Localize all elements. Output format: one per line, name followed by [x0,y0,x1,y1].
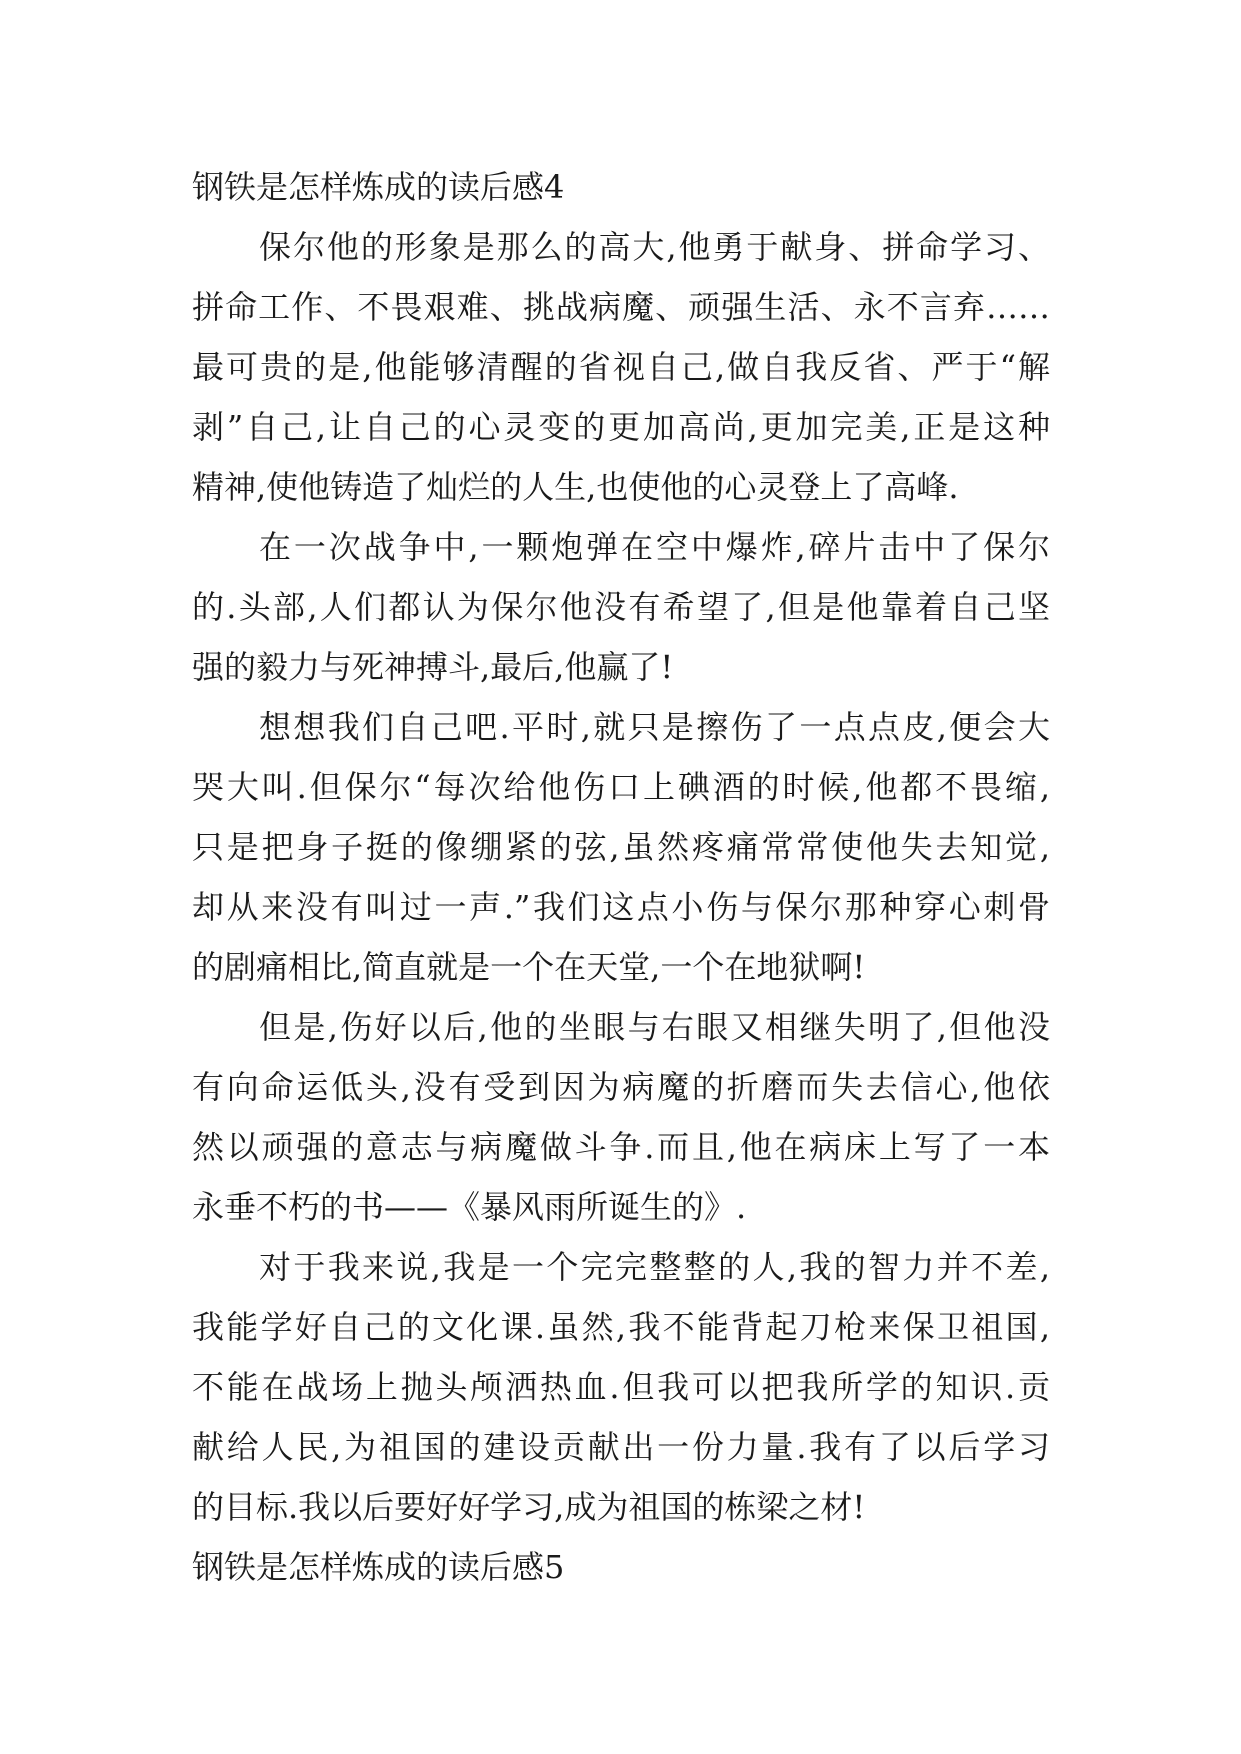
paragraph-line: 的目标.我以后要好好学习,成为祖国的栋梁之材! [192,1488,866,1526]
paragraph-line: 却从来没有叫过一声.”我们这点小伤与保尔那种穿心刺骨 [192,888,1050,926]
paragraph-line: 永垂不朽的书——《暴风雨所诞生的》. [192,1188,747,1226]
paragraph-line: 献给人民,为祖国的建设贡献出一份力量.我有了以后学习 [192,1428,1050,1466]
paragraph-line: 拼命工作、不畏艰难、挑战病魔、顽强生活、永不言弃…… [192,288,1050,326]
paragraph-line: 的.头部,人们都认为保尔他没有希望了,但是他靠着自己坚 [192,588,1050,626]
paragraph-line: 但是,伤好以后,他的坐眼与右眼又相继失明了,但他没 [259,1008,1050,1046]
paragraph-line: 保尔他的形象是那么的高大,他勇于献身、拼命学习、 [259,228,1050,266]
paragraph-line: 只是把身子挺的像绷紧的弦,虽然疼痛常常使他失去知觉, [192,828,1050,866]
paragraph-line: 我能学好自己的文化课.虽然,我不能背起刀枪来保卫祖国, [192,1308,1050,1346]
section-heading-4: 钢铁是怎样炼成的读后感4 [192,168,565,206]
paragraph-line: 然以顽强的意志与病魔做斗争.而且,他在病床上写了一本 [192,1128,1050,1166]
paragraph-line: 对于我来说,我是一个完完整整的人,我的智力并不差, [259,1248,1050,1286]
paragraph-line: 剥”自己,让自己的心灵变的更加高尚,更加完美,正是这种 [192,408,1050,446]
paragraph-line: 哭大叫.但保尔“每次给他伤口上碘酒的时候,他都不畏缩, [192,768,1050,806]
paragraph-line: 有向命运低头,没有受到因为病魔的折磨而失去信心,他依 [192,1068,1050,1106]
paragraph-line: 想想我们自己吧.平时,就只是擦伤了一点点皮,便会大 [259,708,1050,746]
paragraph-line: 的剧痛相比,简直就是一个在天堂,一个在地狱啊! [192,948,866,986]
paragraph-line: 最可贵的是,他能够清醒的省视自己,做自我反省、严于“解 [192,348,1050,386]
paragraph-line: 不能在战场上抛头颅洒热血.但我可以把我所学的知识.贡 [192,1368,1050,1406]
section-heading-5: 钢铁是怎样炼成的读后感5 [192,1548,565,1586]
paragraph-line: 强的毅力与死神搏斗,最后,他赢了! [192,648,674,686]
paragraph-line: 精神,使他铸造了灿烂的人生,也使他的心灵登上了高峰. [192,468,959,506]
paragraph-line: 在一次战争中,一颗炮弹在空中爆炸,碎片击中了保尔 [259,528,1050,566]
